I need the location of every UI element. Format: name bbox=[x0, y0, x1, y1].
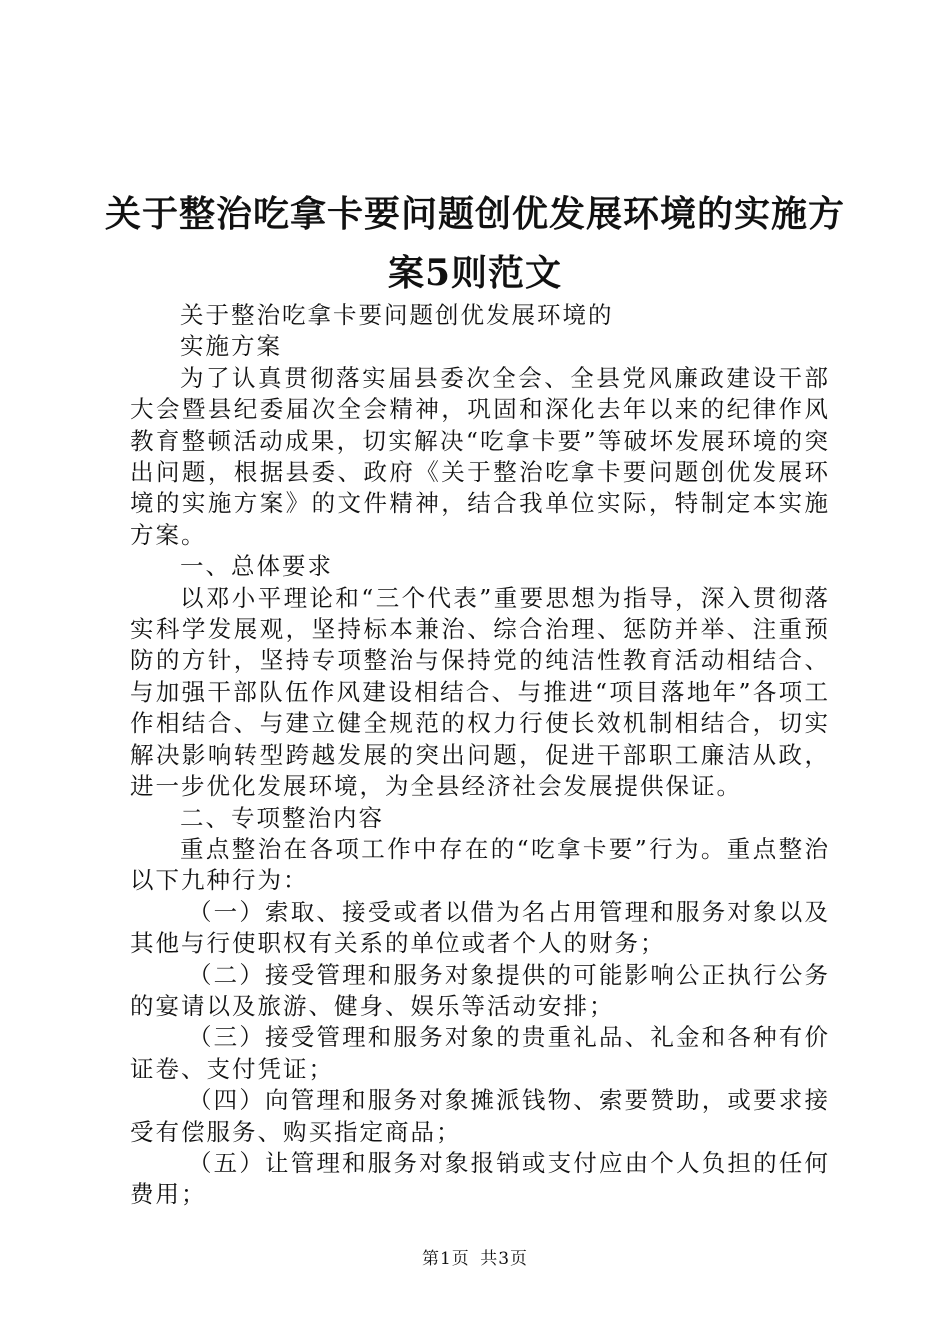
page-footer bbox=[0, 1244, 950, 1269]
page-total: 共3页 bbox=[480, 1249, 529, 1269]
section-heading-1: 一、总体要求 bbox=[180, 552, 333, 581]
section-heading-2: 二、专项整治内容 bbox=[180, 803, 384, 832]
section-2-paragraph: 重点整治在各项工作中存在的“吃拿卡要”行为。重点整治以下九种行为： bbox=[130, 834, 830, 895]
list-item: （四）向管理和服务对象摊派钱物、索要赞助，或要求接受有偿服务、购买指定商品； bbox=[130, 1086, 830, 1146]
page-number: 第1页 bbox=[421, 1249, 470, 1269]
list-item: （一）索取、接受或者以借为名占用管理和服务对象以及其他与行使职权有关系的单位或者个人的财务； bbox=[130, 897, 830, 958]
section-1-paragraph: 以邓小平理论和“三个代表”重要思想为指导，深入贯彻落实科学发展观，坚持标本兼治、综合治理、惩防并举、注重预防的方针，坚持专项整治与保持党的纯洁性教育活动相结合、与加强干部队伍作风建设相结合、与推进“项目落地年”各项工作相结合、与建立健全规范的权力行使长效机制相结合，切实解决影响转型跨越发展的突出问题，促进干部职工廉洁从政，进一步优化发展环境，为全县经济社会发展提供保证。 bbox=[130, 583, 830, 801]
list-item: （五）让管理和服务对象报销或支付应由个人负担的任何费用； bbox=[130, 1148, 830, 1209]
subtitle-line-1: 关于整治吃拿卡要问题创优发展环境的 bbox=[180, 301, 614, 329]
subtitle-line-2: 实施方案 bbox=[180, 332, 282, 361]
document-title-line-1: 关于整治吃拿卡要问题创优发展环境的实施方 bbox=[104, 193, 845, 235]
intro-paragraph: 为了认真贯彻落实届县委次全会、全县党风廉政建设干部大会暨县纪委届次全会精神，巩固和深化去年以来的纪律作风教育整顿活动成果，切实解决“吃拿卡要”等破坏发展环境的突出问题，根据县委、政府《关于整治吃拿卡要问题创优发展环境的实施方案》的文件精神，结合我单位实际，特制定本实施方案。 bbox=[130, 363, 830, 549]
list-item: （三）接受管理和服务对象的贵重礼品、礼金和各种有价证卷、支付凭证； bbox=[130, 1023, 830, 1083]
list-item: （二）接受管理和服务对象提供的可能影响公正执行公务的宴请以及旅游、健身、娱乐等活动安排； bbox=[130, 960, 830, 1020]
document-body bbox=[130, 300, 830, 1211]
document-title-line-2: 案5则范文 bbox=[387, 252, 563, 294]
